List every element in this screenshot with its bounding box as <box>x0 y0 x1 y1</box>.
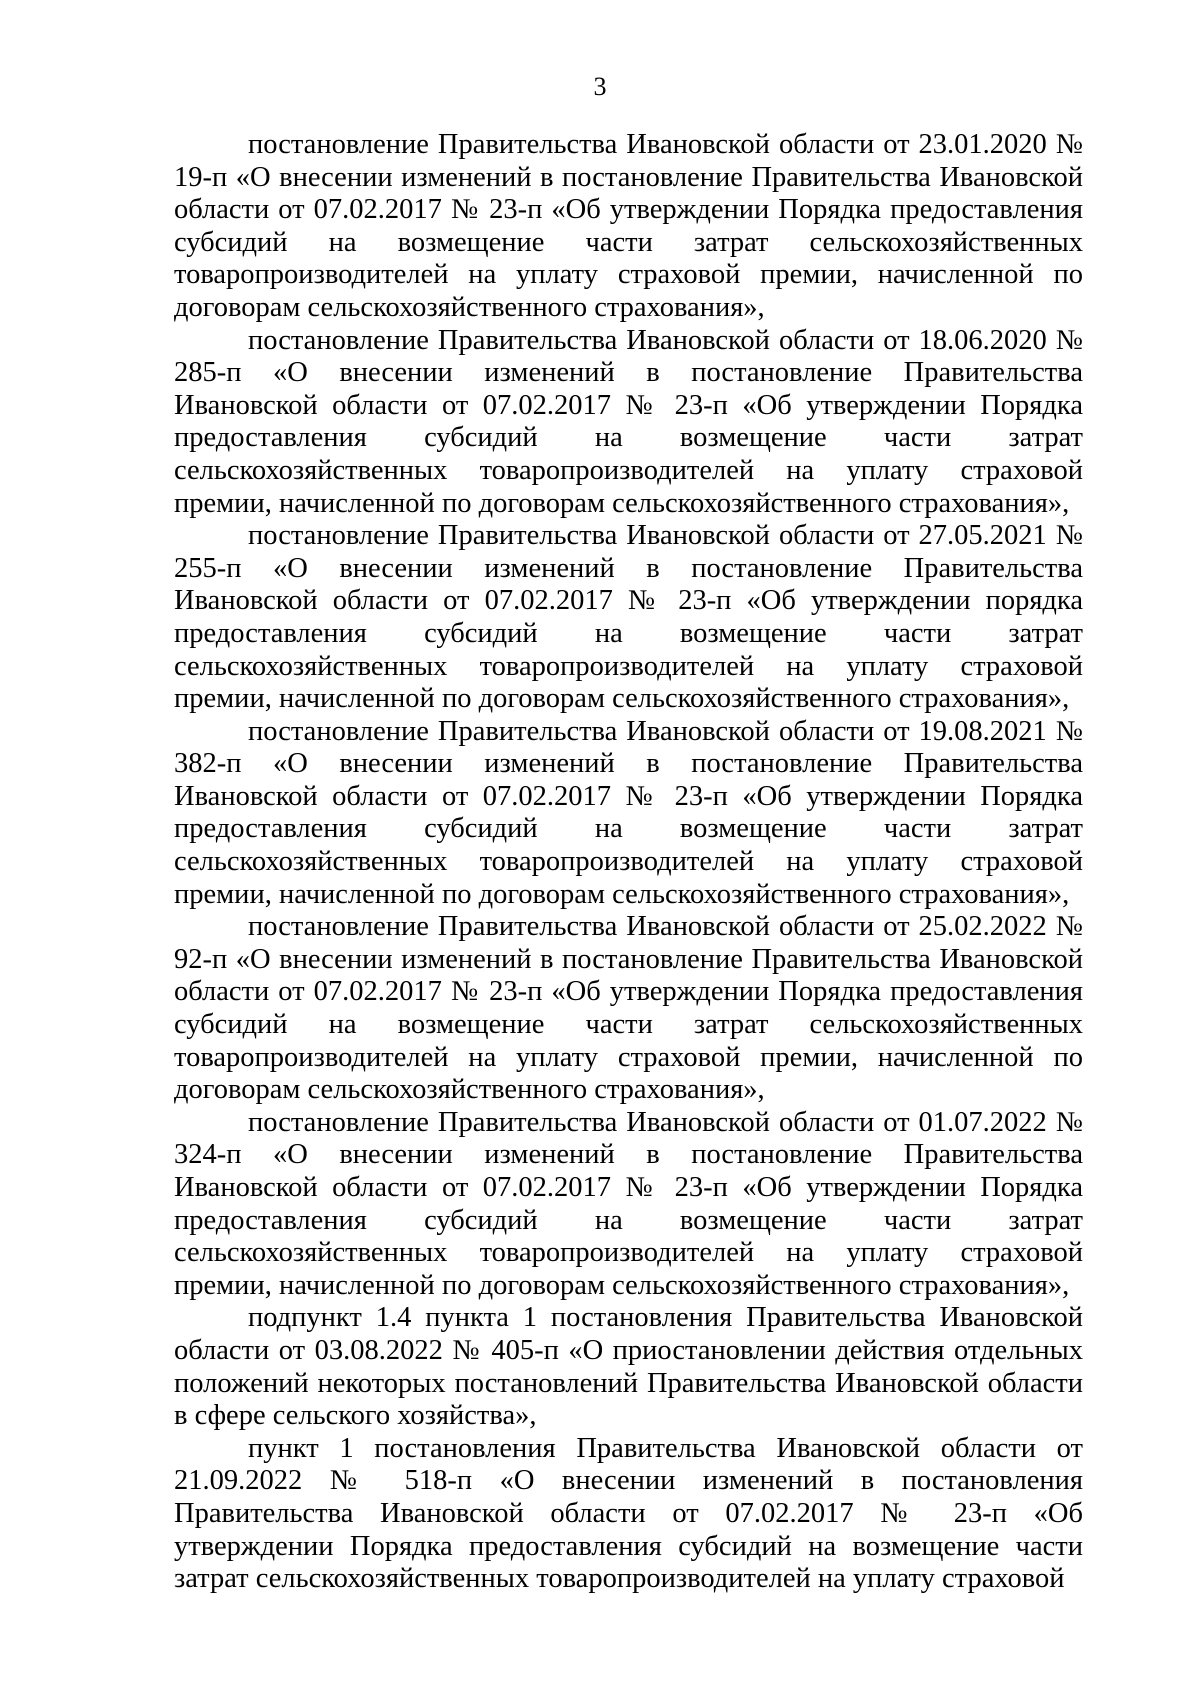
paragraph: постановление Правительства Ивановской области от 18.06.2020 № 285-п «О внесении изменений в постановление Правительства Ивановской области от 07.02.2017 № 23-п «Об утверждении Порядка предоставления субсидий на возмещение части затрат сельскохозяйственных товаропроизводителей на уплату страховой премии, начисленной по договорам сельскохозяйственного страхования», <box>174 324 1083 519</box>
paragraph: подпункт 1.4 пункта 1 постановления Правительства Ивановской области от 03.08.2022 № 405-п «О приостановлении действия отдельных положений некоторых постановлений Правительства Ивановской области в сфере сельского хозяйства», <box>174 1302 1083 1432</box>
paragraph: постановление Правительства Ивановской области от 23.01.2020 № 19-п «О внесении изменений в постановление Правительства Ивановской области от 07.02.2017 № 23-п «Об утверждении Порядка предоставления субсидий на возмещение части затрат сельскохозяйственных товаропроизводителей на уплату страховой премии, начисленной по договорам сельскохозяйственного страхования», <box>174 129 1083 323</box>
document-body <box>174 129 1083 1596</box>
paragraph: постановление Правительства Ивановской области от 01.07.2022 № 324-п «О внесении изменений в постановление Правительства Ивановской области от 07.02.2017 № 23-п «Об утверждении Порядка предоставления субсидий на возмещение части затрат сельскохозяйственных товаропроизводителей на уплату страховой премии, начисленной по договорам сельскохозяйственного страхования», <box>174 1106 1083 1301</box>
paragraph: постановление Правительства Ивановской области от 25.02.2022 № 92-п «О внесении изменений в постановление Правительства Ивановской области от 07.02.2017 № 23-п «Об утверждении Порядка предоставления субсидий на возмещение части затрат сельскохозяйственных товаропроизводителей на уплату страховой премии, начисленной по договорам сельскохозяйственного страхования», <box>174 911 1083 1106</box>
paragraph: пункт 1 постановления Правительства Ивановской области от 21.09.2022 № 518-п «О внесении изменений в постановления Правительства Ивановской области от 07.02.2017 № 23-п «Об утверждении Порядка предоставления субсидий на возмещение части затрат сельскохозяйственных товаропроизводителей на уплату страховой <box>174 1432 1083 1595</box>
page-number: 3 <box>593 72 607 101</box>
paragraph: постановление Правительства Ивановской области от 19.08.2021 № 382-п «О внесении изменений в постановление Правительства Ивановской области от 07.02.2017 № 23-п «Об утверждении Порядка предоставления субсидий на возмещение части затрат сельскохозяйственных товаропроизводителей на уплату страховой премии, начисленной по договорам сельскохозяйственного страхования», <box>174 715 1083 910</box>
paragraph: постановление Правительства Ивановской области от 27.05.2021 № 255-п «О внесении изменений в постановление Правительства Ивановской области от 07.02.2017 № 23-п «Об утверждении порядка предоставления субсидий на возмещение части затрат сельскохозяйственных товаропроизводителей на уплату страховой премии, начисленной по договорам сельскохозяйственного страхования», <box>174 520 1083 715</box>
